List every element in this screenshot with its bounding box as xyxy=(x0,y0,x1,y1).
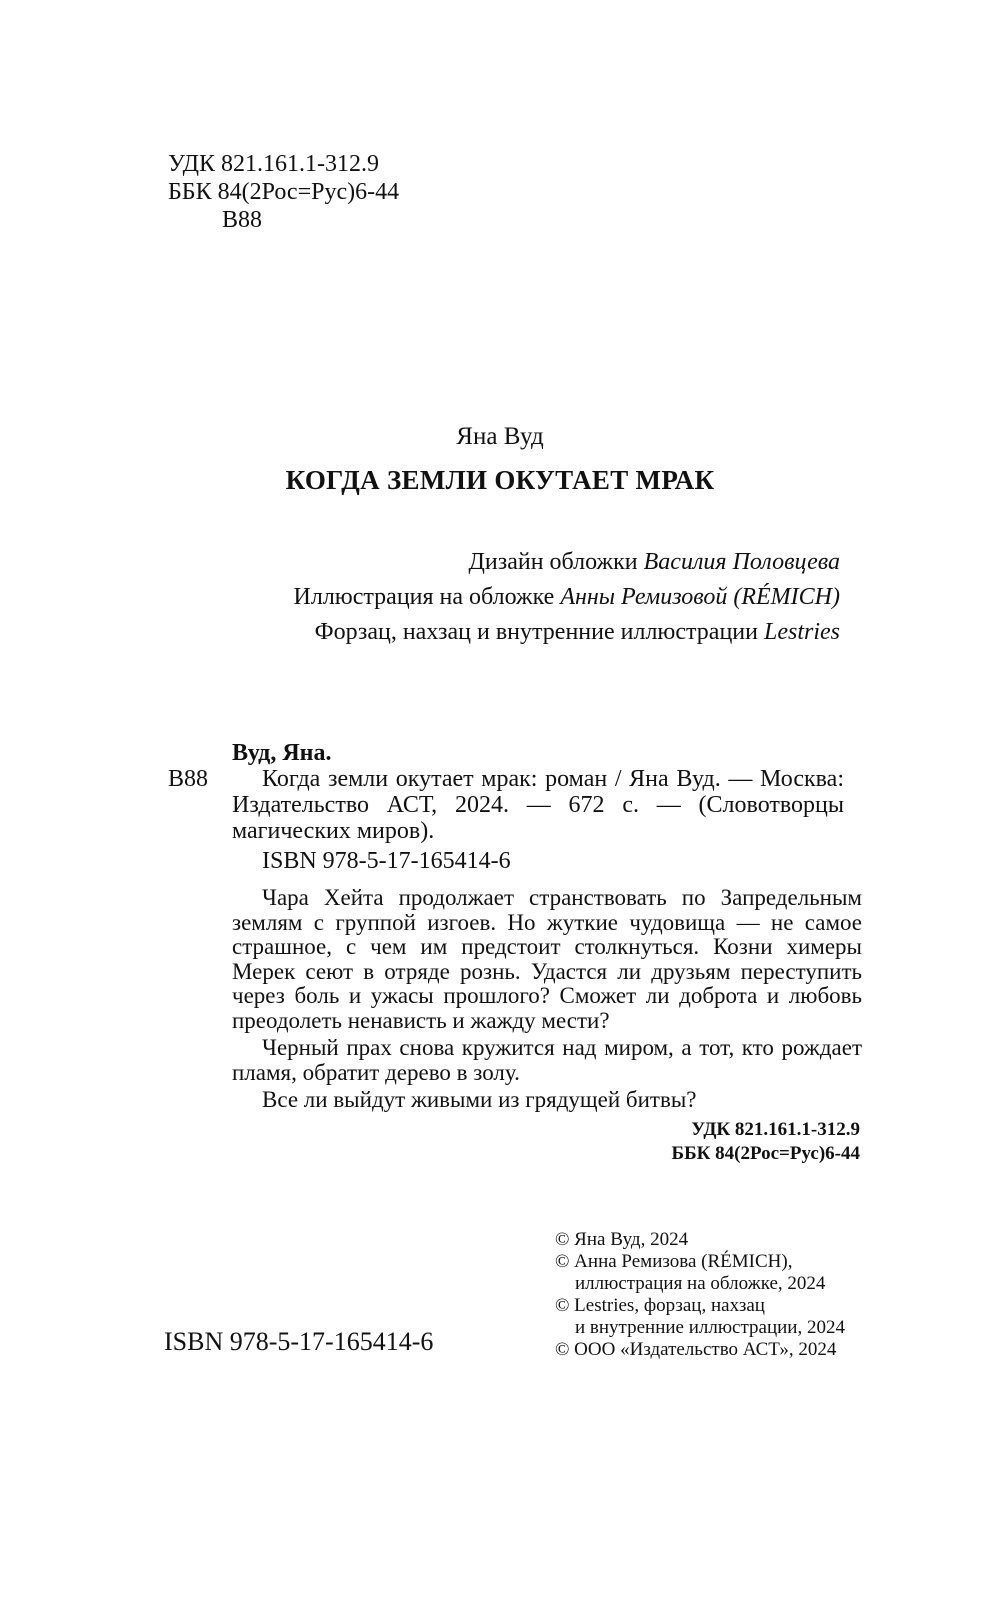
annotation-paragraph: Все ли выйдут живыми из грядущей битвы? xyxy=(262,1087,697,1112)
copyright-line: © Lestries, форзац, нахзац xyxy=(555,1295,765,1316)
credit-cover-illustration xyxy=(160,583,840,611)
bibliographic-author-mark: В88 xyxy=(168,766,209,792)
credit-name: Василия Половцева xyxy=(643,549,840,575)
isbn-bottom: ISBN 978-5-17-165414-6 xyxy=(164,1327,434,1356)
bibliographic-heading: Вуд, Яна. xyxy=(232,740,332,766)
credit-label: Дизайн обложки xyxy=(468,549,644,575)
credit-label: Иллюстрация на обложке xyxy=(293,584,561,610)
copyright-line: © ООО «Издательство АСТ», 2024 xyxy=(555,1339,837,1360)
annotation-paragraph: Чара Хейта продолжает странствовать по Запредельным землям с группой изгоев. Но жуткие чудовища — не самое страшное, с чем им предстоит столкнуться. Козни химеры Мерек сеют в отряде рознь. Удастся ли друзьям переступить через боль и ужасы прошлого? Сможет ли доброта и любовь преодолеть ненависть и жажду мести? xyxy=(232,885,862,1033)
annotation-paragraph: Черный прах снова кружится над миром, а тот, кто рождает пламя, обратит дерево в золу. xyxy=(232,1035,862,1085)
credit-cover-design xyxy=(160,548,840,576)
udk-code-top: УДК 821.161.1-312.9 xyxy=(168,151,379,177)
copyright-line-continued xyxy=(555,1317,845,1339)
bibliographic-description: Когда земли окутает мрак: роман / Яна Вуд. — Москва: Издательство АСТ, 2024. — 672 с. — (Словотворцы магических миров). xyxy=(232,766,844,844)
author-mark-top: В88 xyxy=(222,207,263,233)
copyright-line: © Яна Вуд, 2024 xyxy=(555,1229,689,1250)
bibliographic-isbn: ISBN 978-5-17-165414-6 xyxy=(262,848,511,874)
bbk-code-top: ББК 84(2Рос=Рус)6-44 xyxy=(168,179,400,205)
copyright-line: © Анна Ремизова (RÉMICH), xyxy=(555,1251,793,1272)
bbk-code-bottom: ББК 84(2Рос=Рус)6-44 xyxy=(671,1143,860,1164)
credit-name: Lestries xyxy=(763,619,840,645)
copyright-continuation: иллюстрация на обложке, 2024 xyxy=(575,1273,826,1294)
author-name: Яна Вуд xyxy=(456,423,544,450)
credit-name: Анны Ремизовой (RÉMICH) xyxy=(560,584,840,610)
credit-endpapers xyxy=(160,618,840,646)
book-title: КОГДА ЗЕМЛИ ОКУТАЕТ МРАК xyxy=(285,465,715,495)
udk-code-bottom: УДК 821.161.1-312.9 xyxy=(691,1119,860,1140)
credit-label: Форзац, нахзац и внутренние иллюстрации xyxy=(314,619,764,645)
copyright-line-continued xyxy=(555,1273,825,1295)
copyright-continuation: и внутренние иллюстрации, 2024 xyxy=(575,1317,845,1338)
